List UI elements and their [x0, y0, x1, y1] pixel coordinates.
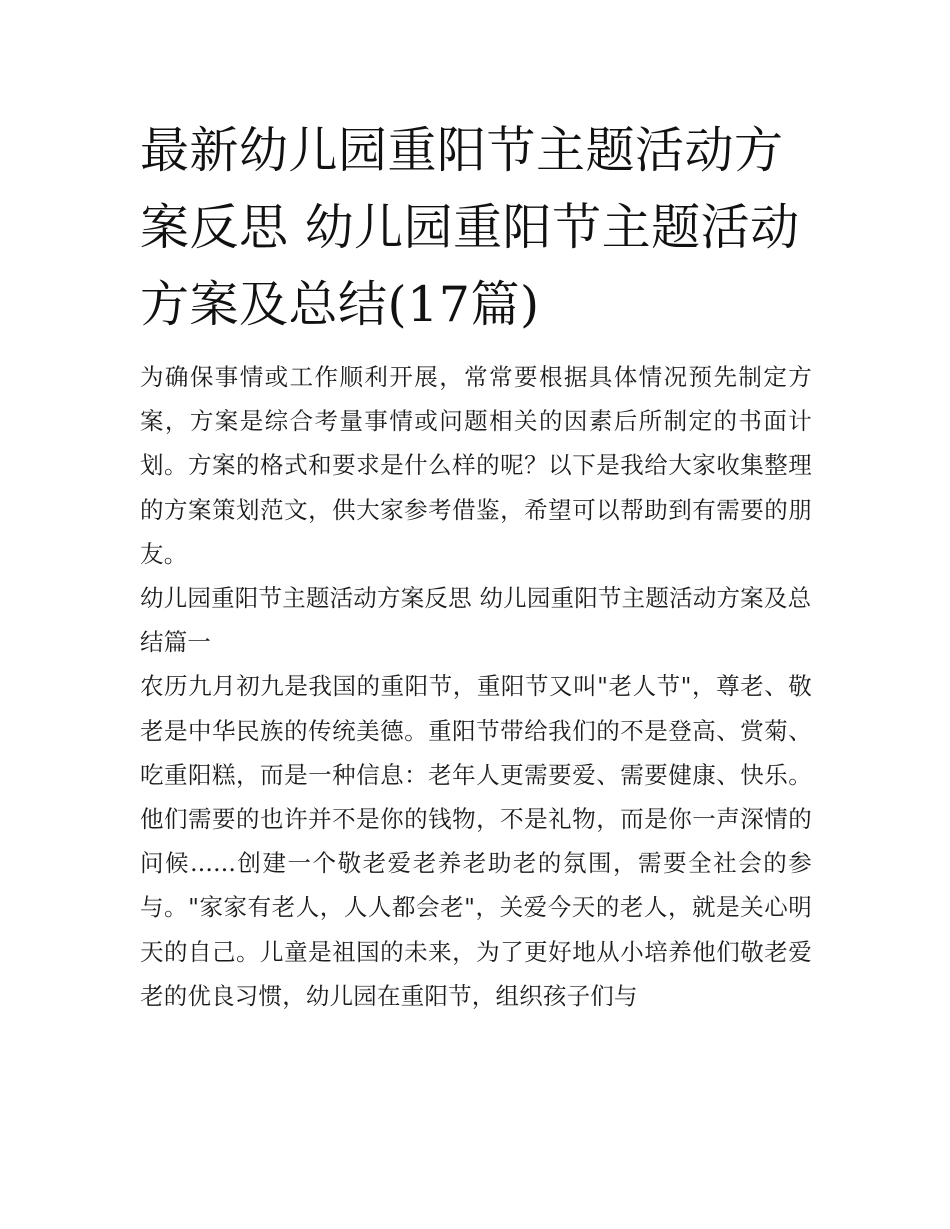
section-body-paragraph: 农历九月初九是我国的重阳节，重阳节又叫"老人节"，尊老、敬老是中华民族的传统美德。重阳节带给我们的不是登高、赏菊、吃重阳糕，而是一种信息：老年人更需要爱、需要健康、快乐。他们需要的也许并不是你的钱物，不是礼物，而是你一声深情的问候......创建一个敬老爱老养老助老的氛围，需要全社会的参与。"家家有老人，人人都会老"，关爱今天的老人，就是关心明天的自己。儿童是祖国的未来，为了更好地从小培养他们敬老爱老的优良习惯，幼儿园在重阳节，组织孩子们与 [140, 672, 812, 1010]
section-heading: 幼儿园重阳节主题活动方案反思 幼儿园重阳节主题活动方案及总结篇一 [140, 584, 812, 657]
document-content [140, 112, 812, 1018]
intro-paragraph: 为确保事情或工作顺利开展，常常要根据具体情况预先制定方案，方案是综合考量事情或问题相关的因素后所制定的书面计划。方案的格式和要求是什么样的呢？以下是我给大家收集整理的方案策划范文，供大家参考借鉴，希望可以帮助到有需要的朋友。 [140, 363, 812, 568]
document-title: 最新幼儿园重阳节主题活动方案反思 幼儿园重阳节主题活动方案及总结(17篇) [140, 122, 800, 333]
